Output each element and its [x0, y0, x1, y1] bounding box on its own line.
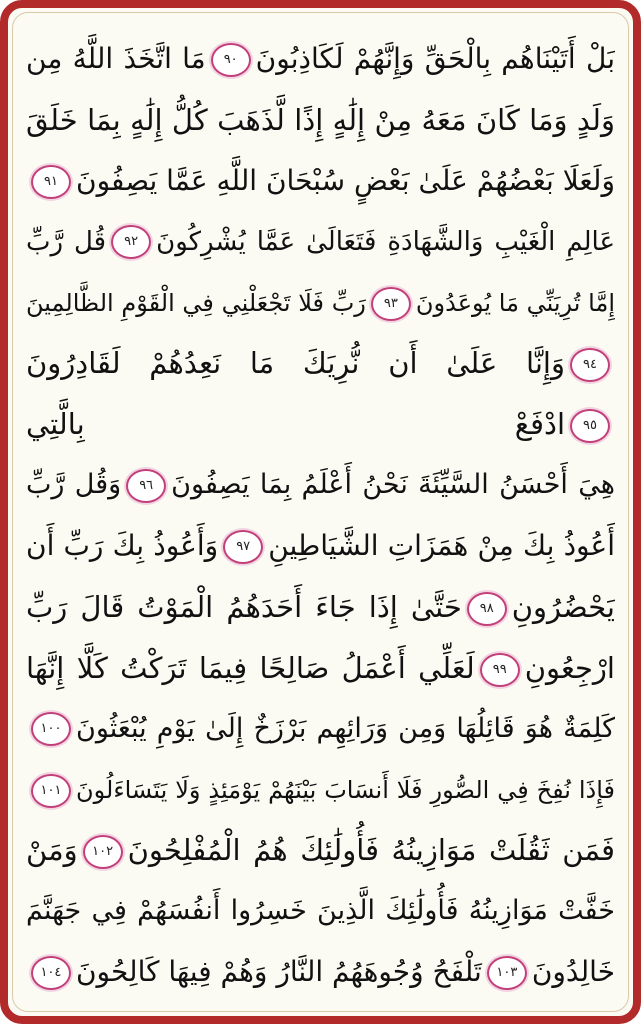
text-line-14	[26, 819, 615, 880]
ayah-number-marker[interactable]: ١٠٢	[83, 835, 123, 869]
verse-text: حَتَّىٰ إِذَا جَاءَ أَحَدَهُمُ الْمَوْتُ قَالَ رَبِّ	[26, 589, 462, 624]
ayah-number-marker[interactable]: ٩٠	[211, 43, 251, 77]
text-line-3	[26, 150, 615, 211]
verse-text: لَعَلِّي أَعْمَلُ صَالِحًا فِيمَا تَرَكْتُ كَلَّا إِنَّهَا	[26, 650, 475, 685]
text-line-13	[26, 759, 615, 820]
verse-text: وَمَنْ	[26, 833, 78, 868]
text-line-2	[26, 89, 615, 150]
verse-text: ادْفَعْ بِالَّتِي	[26, 407, 565, 442]
text-line-1	[26, 28, 615, 89]
text-line-11	[26, 637, 615, 698]
verse-text: قُل رَّبِّ	[26, 226, 107, 257]
verse-text: ارْجِعُونِ	[524, 650, 615, 685]
text-line-15	[26, 880, 615, 941]
verse-text: إِمَّا تُرِيَنِّي مَا يُوعَدُونَ	[415, 288, 615, 317]
verse-text: خَفَّتْ مَوَازِينُهُ فَأُولَٰئِكَ الَّذِينَ خَسِرُوا أَنفُسَهُمْ فِي جَهَنَّمَ	[26, 895, 615, 927]
text-line-4	[26, 211, 615, 272]
verse-text: أَعُوذُ بِكَ مِنْ هَمَزَاتِ الشَّيَاطِينِ	[268, 529, 615, 562]
ayah-number-marker[interactable]: ٩٥	[570, 409, 610, 443]
ayah-number-marker[interactable]: ٩٨	[467, 592, 507, 626]
ayah-number-marker[interactable]: ١٠٤	[31, 956, 71, 990]
ayah-number-marker[interactable]: ٩٢	[111, 225, 151, 259]
verse-text: مَا اتَّخَذَ اللَّهُ مِن	[26, 42, 206, 75]
verse-text: هِيَ أَحْسَنُ السَّيِّئَةَ نَحْنُ أَعْلَمُ بِمَا يَصِفُونَ	[171, 469, 615, 501]
text-line-6	[26, 332, 615, 393]
verse-text: خَالِدُونَ	[531, 955, 615, 989]
verse-text: وَأَعُوذُ بِكَ رَبِّ أَن	[26, 529, 219, 562]
verse-text: تَلْفَحُ وُجُوهَهُمُ النَّارُ وَهُمْ فِيهَا كَالِحُونَ	[75, 955, 482, 989]
quran-text-block	[26, 28, 615, 1002]
ayah-number-marker[interactable]: ٩٦	[126, 469, 166, 503]
verse-text: فَإِذَا نُفِخَ فِي الصُّورِ فَلَا أَنسَابَ بَيْنَهُمْ يَوْمَئِذٍ وَلَا يَتَسَاءَلُونَ	[76, 775, 615, 804]
ayah-number-marker[interactable]: ٩٣	[371, 287, 411, 321]
verse-text: عَالِمِ الْغَيْبِ وَالشَّهَادَةِ فَتَعَالَىٰ عَمَّا يُشْرِكُونَ	[156, 226, 615, 257]
text-line-9	[26, 515, 615, 576]
text-line-10	[26, 576, 615, 637]
verse-text: يَحْضُرُونِ	[511, 589, 615, 624]
ayah-number-marker[interactable]: ٩٧	[223, 530, 263, 564]
verse-text: كَلِمَةٌ هُوَ قَائِلُهَا وَمِن وَرَائِهِم بَرْزَخٌ إِلَىٰ يَوْمِ يُبْعَثُونَ	[76, 712, 615, 744]
ayah-number-marker[interactable]: ١٠١	[31, 774, 71, 808]
text-line-12	[26, 698, 615, 759]
verse-text: وَإِنَّا عَلَىٰ أَن نُّرِيَكَ مَا نَعِدُهُمْ لَقَادِرُونَ	[26, 346, 565, 381]
ayah-number-marker[interactable]: ٩٩	[480, 653, 520, 687]
text-line-16	[26, 941, 615, 1002]
ayah-number-marker[interactable]: ٩١	[31, 165, 71, 199]
ayah-number-marker[interactable]: ١٠٣	[487, 956, 527, 990]
verse-text: فَمَن ثَقُلَتْ مَوَازِينُهُ فَأُولَٰئِكَ هُمُ الْمُفْلِحُونَ	[127, 833, 615, 868]
verse-text: وَقُل رَّبِّ	[26, 469, 122, 501]
verse-text: رَبِّ فَلَا تَجْعَلْنِي فِي الْقَوْمِ الظَّالِمِينَ	[26, 288, 366, 317]
verse-text: بَلْ أَتَيْنَاهُم بِالْحَقِّ وَإِنَّهُمْ لَكَاذِبُونَ	[255, 42, 615, 75]
verse-text: وَلَعَلَا بَعْضُهُمْ عَلَىٰ بَعْضٍ سُبْحَانَ اللَّهِ عَمَّا يَصِفُونَ	[76, 163, 615, 197]
text-line-7	[26, 393, 615, 454]
ayah-number-marker[interactable]: ٩٤	[570, 348, 610, 382]
verse-text: وَلَدٍ وَمَا كَانَ مَعَهُ مِنْ إِلَٰهٍ إِذًا لَّذَهَبَ كُلُّ إِلَٰهٍ بِمَا خَلَقَ	[26, 102, 615, 137]
text-line-5	[26, 272, 615, 333]
ayah-number-marker[interactable]: ١٠٠	[31, 712, 71, 746]
text-line-8	[26, 454, 615, 515]
